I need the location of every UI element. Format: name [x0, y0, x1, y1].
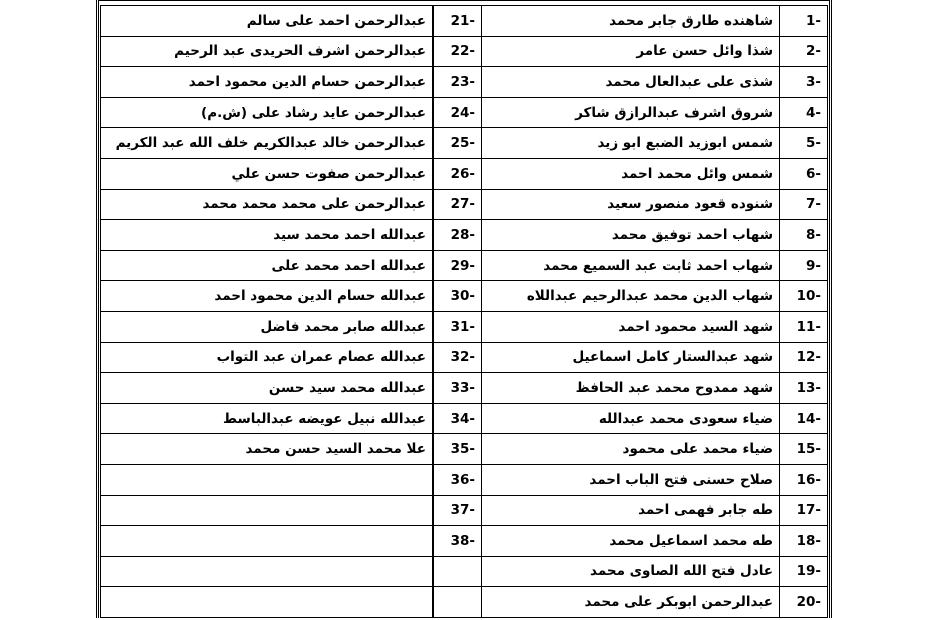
student-name-right: شهاب احمد توفيق محمد [482, 220, 780, 251]
student-name-right: شهد عبدالستار كامل اسماعيل [482, 342, 780, 373]
student-name-left: عبدالله نبيل عويضه عبدالباسط [101, 403, 434, 434]
row-number-left: -28 [433, 220, 482, 251]
row-number-right: -19 [780, 556, 828, 587]
row-number-left: -36 [433, 464, 482, 495]
row-number-right: -2 [780, 36, 828, 67]
student-name-left: عبدالرحمن اشرف الحريدى عبد الرحيم [101, 36, 434, 67]
student-name-left: عبدالرحمن عايد رشاد على (ش.م) [101, 97, 434, 128]
table-row [101, 158, 828, 189]
table-row [101, 526, 828, 557]
table-row [101, 189, 828, 220]
student-name-right: شذى على عبدالعال محمد [482, 67, 780, 98]
student-name-left: عبدالرحمن خالد عبدالكريم خلف الله عبد الكريم [101, 128, 434, 159]
table-row [101, 556, 828, 587]
row-number-left: -27 [433, 189, 482, 220]
row-number-right: -11 [780, 311, 828, 342]
roster-body [101, 6, 828, 618]
table-row [101, 464, 828, 495]
row-number-left: -35 [433, 434, 482, 465]
table-row [101, 342, 828, 373]
row-number-left: -32 [433, 342, 482, 373]
row-number-left: -22 [433, 36, 482, 67]
student-name-right: شاهنده طارق جابر محمد [482, 6, 780, 37]
student-name-left: عبدالله حسام الدين محمود احمد [101, 281, 434, 312]
row-number-left: -38 [433, 526, 482, 557]
row-number-right: -4 [780, 97, 828, 128]
row-number-left: -34 [433, 403, 482, 434]
row-number-right: -8 [780, 220, 828, 251]
row-number-right: -7 [780, 189, 828, 220]
student-name-left: عبدالله عصام عمران عبد التواب [101, 342, 434, 373]
table-row [101, 403, 828, 434]
student-name-left: عبدالرحمن احمد على سالم [101, 6, 434, 37]
student-name-right: شهاب الدين محمد عبدالرحيم عبداللاه [482, 281, 780, 312]
student-name-left [101, 556, 434, 587]
student-name-right: شهد السيد محمود احمد [482, 311, 780, 342]
row-number-right: -1 [780, 6, 828, 37]
student-name-left: عبدالله صابر محمد فاضل [101, 311, 434, 342]
student-name-left [101, 464, 434, 495]
row-number-left: -31 [433, 311, 482, 342]
row-number-right: -12 [780, 342, 828, 373]
student-name-left [101, 495, 434, 526]
row-number-right: -3 [780, 67, 828, 98]
student-name-right: شمس وائل محمد احمد [482, 158, 780, 189]
table-row [101, 36, 828, 67]
table-row [101, 373, 828, 404]
row-number-right: -13 [780, 373, 828, 404]
student-name-left: عبدالله احمد محمد سيد [101, 220, 434, 251]
student-name-left: عبدالرحمن على محمد محمد محمد [101, 189, 434, 220]
row-number-right: -14 [780, 403, 828, 434]
table-row [101, 250, 828, 281]
table-row [101, 6, 828, 37]
row-number-left: -37 [433, 495, 482, 526]
student-name-left: عبدالله محمد سيد حسن [101, 373, 434, 404]
student-name-left: عبدالرحمن صفوت حسن علي [101, 158, 434, 189]
student-name-left: عبدالرحمن حسام الدين محمود احمد [101, 67, 434, 98]
student-name-left [101, 587, 434, 618]
table-row [101, 67, 828, 98]
table-row [101, 128, 828, 159]
table-row [101, 281, 828, 312]
student-name-right: ضياء محمد على محمود [482, 434, 780, 465]
student-name-right: شنوده قعود منصور سعيد [482, 189, 780, 220]
table-row [101, 495, 828, 526]
student-roster-table [100, 5, 828, 618]
student-name-right: عبدالرحمن ابوبكر على محمد [482, 587, 780, 618]
student-name-right: صلاح حسنى فتح الباب احمد [482, 464, 780, 495]
row-number-right: -9 [780, 250, 828, 281]
row-number-left [433, 587, 482, 618]
row-number-left: -23 [433, 67, 482, 98]
row-number-right: -20 [780, 587, 828, 618]
table-row [101, 434, 828, 465]
student-name-right: شمس ابوزيد الضبع ابو زيد [482, 128, 780, 159]
table-row [101, 311, 828, 342]
row-number-left: -26 [433, 158, 482, 189]
row-number-right: -10 [780, 281, 828, 312]
student-name-right: عادل فتح الله الصاوى محمد [482, 556, 780, 587]
student-name-right: ضياء سعودى محمد عبدالله [482, 403, 780, 434]
row-number-right: -6 [780, 158, 828, 189]
table-row [101, 587, 828, 618]
row-number-right: -18 [780, 526, 828, 557]
row-number-left: -25 [433, 128, 482, 159]
student-name-left: علا محمد السيد حسن محمد [101, 434, 434, 465]
student-name-right: طه جابر فهمى احمد [482, 495, 780, 526]
row-number-left [433, 556, 482, 587]
student-name-left [101, 526, 434, 557]
student-name-left: عبدالله احمد محمد على [101, 250, 434, 281]
student-name-right: شذا وائل حسن عامر [482, 36, 780, 67]
row-number-right: -17 [780, 495, 828, 526]
student-name-right: شهاب احمد ثابت عبد السميع محمد [482, 250, 780, 281]
row-number-left: -21 [433, 6, 482, 37]
table-row [101, 97, 828, 128]
row-number-right: -16 [780, 464, 828, 495]
student-name-right: طه محمد اسماعيل محمد [482, 526, 780, 557]
student-name-right: شروق اشرف عبدالرازق شاكر [482, 97, 780, 128]
row-number-right: -5 [780, 128, 828, 159]
table-row [101, 220, 828, 251]
row-number-right: -15 [780, 434, 828, 465]
row-number-left: -30 [433, 281, 482, 312]
student-name-right: شهد ممدوح محمد عبد الحافظ [482, 373, 780, 404]
row-number-left: -29 [433, 250, 482, 281]
row-number-left: -33 [433, 373, 482, 404]
row-number-left: -24 [433, 97, 482, 128]
